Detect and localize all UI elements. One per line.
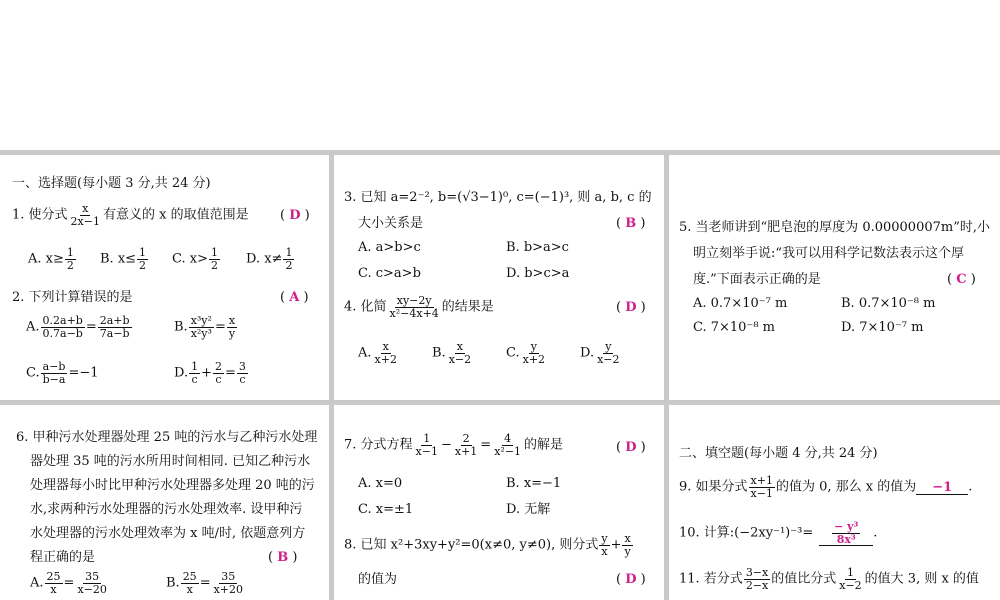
question-1 <box>12 203 249 227</box>
q5-option-c: C. 7×10⁻⁸ m <box>693 320 775 335</box>
q2-d-d3: c <box>239 372 246 386</box>
q7-option-b: B. x=−1 <box>506 476 562 491</box>
q4-option-c <box>506 341 548 365</box>
q7-minus: − <box>440 437 452 453</box>
q1-text-pre: 1. 使分式 <box>12 207 68 223</box>
q7-option-c: C. x=±1 <box>358 502 414 517</box>
q2-d-n1: 1 <box>191 360 199 373</box>
q4-b-label: B. <box>432 345 446 361</box>
q1-d-fraction <box>283 247 294 271</box>
q1-d-den: 2 <box>285 258 293 272</box>
q10-end: . <box>873 525 878 541</box>
q1-denominator: 2x−1 <box>70 214 100 228</box>
panel-questions-7-8 <box>334 405 664 600</box>
q1-fraction <box>69 203 102 227</box>
q4-post: 的结果是 <box>441 299 494 315</box>
q1-a-fraction <box>65 247 76 271</box>
panel-questions-3-4 <box>334 155 664 400</box>
q4-fraction <box>388 295 441 319</box>
q4-b-num: x <box>456 340 463 353</box>
q1-text-post: 有意义的 x 的取值范围是 <box>102 207 249 223</box>
q11-d1: 2−x <box>745 578 769 592</box>
panel-fill-in-blanks <box>669 405 1000 600</box>
q1-option-c <box>172 247 221 271</box>
q3-option-c: C. c>a>b <box>358 266 421 281</box>
q1-option-d <box>246 247 295 271</box>
question-6-line2: 器处理 35 吨的污水所用时间相同. 已知乙种污水 <box>30 454 311 469</box>
q1-d-num: 1 <box>285 246 293 259</box>
q2-d-frac2 <box>213 361 224 385</box>
q2-answer: A <box>289 290 300 305</box>
q1-c-text: C. x> <box>172 251 208 267</box>
q2-d-n3: 3 <box>238 360 246 373</box>
question-3-line2: 大小关系是 <box>358 216 424 231</box>
q1-c-num: 1 <box>210 246 218 259</box>
panel-question-5 <box>669 155 1000 400</box>
q11-frac2 <box>837 567 863 591</box>
q6-option-b <box>166 571 246 595</box>
q2-b-num: x³y² <box>190 314 212 327</box>
q8-answer-slot: ( D ) <box>616 572 646 587</box>
q9-end: . <box>968 479 973 495</box>
q2-d-frac3 <box>237 361 248 385</box>
q1-numerator: x <box>82 202 89 215</box>
q1-b-text: B. x≤ <box>100 251 137 267</box>
panel-question-6 <box>0 405 329 600</box>
q5-option-d: D. 7×10⁻⁷ m <box>841 320 924 335</box>
q1-option-b <box>100 247 149 271</box>
q1-b-fraction <box>137 247 148 271</box>
q2-c-fraction <box>41 361 68 385</box>
question-4 <box>344 295 494 319</box>
question-2: 2. 下列计算错误的是 <box>12 290 133 305</box>
q7-answer-slot: ( D ) <box>616 440 646 455</box>
q2-option-a <box>26 315 133 339</box>
question-5-line1: 5. 当老师讲到“肥皂泡的厚度为 0.00000007m”时,小 <box>679 220 990 235</box>
q6-b-frac1 <box>181 571 199 595</box>
q6-a-frac1 <box>45 571 63 595</box>
q2-d-label: D. <box>174 365 189 381</box>
q2-a-fraction-right <box>98 315 132 339</box>
q4-a-num: x <box>382 340 389 353</box>
q6-a-d2: x−20 <box>77 582 107 596</box>
q8-frac1 <box>599 533 609 557</box>
question-6-line4: 水,求两种污水处理器的污水处理效率. 设甲种污 <box>30 502 303 517</box>
question-11 <box>679 567 979 591</box>
q9-answer-blank: −1 <box>916 481 968 495</box>
question-7 <box>344 433 563 457</box>
question-9 <box>679 475 972 499</box>
q3-option-b: B. b>a>c <box>506 240 569 255</box>
q10-answer-blank <box>819 521 873 546</box>
q5-answer-slot: ( C ) <box>947 272 976 287</box>
question-5-line2: 明立刻举手说:“我可以用科学记数法表示这个厚 <box>693 246 965 261</box>
q2-b-rden: y <box>228 326 236 340</box>
q2-d-d2: c <box>215 372 222 386</box>
q1-a-den: 2 <box>66 258 74 272</box>
q10-answer-frac <box>832 521 860 545</box>
q2-option-c <box>26 361 99 385</box>
q4-a-frac <box>373 341 399 365</box>
q6-a-n1: 25 <box>46 570 61 583</box>
question-6-line1: 6. 甲种污水处理器处理 25 吨的污水与乙种污水处理 <box>16 430 318 445</box>
q6-b-d1: x <box>186 582 193 596</box>
q6-b-n1: 25 <box>182 570 197 583</box>
q5-option-b: B. 0.7×10⁻⁸ m <box>841 296 936 311</box>
q2-d-n2: 2 <box>215 360 222 373</box>
q5-option-a: A. 0.7×10⁻⁷ m <box>693 296 788 311</box>
q2-b-label: B. <box>174 319 188 335</box>
q2-d-eq: = <box>225 365 236 381</box>
q4-d-num: y <box>605 340 612 353</box>
panel-questions-1-2 <box>0 155 329 400</box>
q11-n1: 3−x <box>745 566 769 579</box>
q2-b-rnum: x <box>228 314 236 327</box>
q6-b-d2: x+20 <box>213 582 244 596</box>
q2-c-label: C. <box>26 365 40 381</box>
q7-n3: 4 <box>504 432 512 445</box>
q5-answer: C <box>956 272 967 287</box>
q2-d-plus: + <box>201 365 212 381</box>
q6-answer-slot: ( B ) <box>268 550 298 565</box>
q8-pre: 8. 已知 x²+3xy+y²=0(x≠0, y≠0), 则分式 <box>344 537 599 553</box>
question-6-line5: 水处理器的污水处理效率为 x 吨/时, 依题意列方 <box>30 526 306 541</box>
q9-den: x−1 <box>750 486 773 500</box>
q11-d2: x−2 <box>839 578 862 592</box>
q6-b-label: B. <box>166 575 180 591</box>
q8-d2: y <box>624 544 631 558</box>
q2-option-d <box>174 361 249 385</box>
q11-post: 的值大 3, 则 x 的值 <box>864 571 979 587</box>
q7-d2: x+1 <box>454 444 478 458</box>
top-blank-area <box>0 0 1000 150</box>
q1-answer: D <box>289 208 301 223</box>
q10-pre: 10. 计算:(−2xy⁻¹)⁻³= <box>679 525 814 541</box>
q7-answer: D <box>625 440 637 455</box>
q4-c-frac <box>521 341 547 365</box>
q2-a-num: 0.2a+b <box>42 314 83 327</box>
q4-a-label: A. <box>358 345 372 361</box>
q6-answer: B <box>277 550 289 565</box>
q3-option-a: A. a>b>c <box>358 240 421 255</box>
q1-c-fraction <box>209 247 220 271</box>
q1-c-den: 2 <box>210 258 218 272</box>
q4-d-den: x−2 <box>597 352 620 366</box>
q7-option-a: A. x=0 <box>358 476 403 491</box>
q7-n2: 2 <box>462 432 470 445</box>
q4-a-den: x+2 <box>374 352 397 366</box>
q2-b-den: x²y³ <box>190 326 212 340</box>
q4-pre: 4. 化简 <box>344 299 387 315</box>
q4-d-frac <box>595 341 621 365</box>
q2-b-fraction-right <box>227 315 237 339</box>
q8-frac2 <box>622 533 632 557</box>
q7-frac1 <box>414 433 440 457</box>
q4-option-b <box>432 341 474 365</box>
q2-option-b <box>174 315 238 339</box>
q2-b-eq: = <box>214 319 226 335</box>
q4-den: x²−4x+4 <box>389 306 439 320</box>
q6-a-label: A. <box>30 575 44 591</box>
q2-a-rden: 7a−b <box>99 326 130 340</box>
q2-b-fraction-left <box>189 315 214 339</box>
q8-answer: D <box>625 572 637 587</box>
q7-n1: 1 <box>423 432 431 445</box>
q4-c-den: x+2 <box>522 352 546 366</box>
q7-option-d: D. 无解 <box>506 502 551 517</box>
q2-d-frac1 <box>189 361 200 385</box>
q7-d3: x²−1 <box>494 444 522 458</box>
q7-pre: 7. 分式方程 <box>344 437 413 453</box>
q2-c-den: b−a <box>42 372 66 386</box>
q6-a-n2: 35 <box>85 570 100 583</box>
question-10 <box>679 521 877 546</box>
q6-a-d1: x <box>50 582 57 596</box>
q1-option-a <box>28 247 77 271</box>
q4-b-den: x−2 <box>448 352 472 366</box>
q10-answer-den: 8x³ <box>836 532 856 546</box>
q7-frac2 <box>453 433 479 457</box>
q4-num: xy−2y <box>396 294 432 307</box>
q1-a-text: A. x≥ <box>28 251 64 267</box>
q4-b-frac <box>447 341 473 365</box>
q7-d1: x−1 <box>415 444 438 458</box>
q9-num: x+1 <box>750 474 773 487</box>
question-3-line1: 3. 已知 a=2⁻², b=(√3−1)⁰, c=(−1)³, 则 a, b, c 的 <box>344 190 652 205</box>
q2-c-num: a−b <box>42 360 66 373</box>
q1-a-num: 1 <box>66 246 74 259</box>
question-6-line3: 处理器每小时比甲种污水处理器多处理 20 吨的污 <box>30 478 315 493</box>
q1-b-den: 2 <box>139 258 147 272</box>
q8-d1: x <box>601 544 608 558</box>
q9-frac <box>749 475 775 499</box>
question-6-line6: 程正确的是 <box>30 550 96 565</box>
q6-b-frac2 <box>212 571 245 595</box>
question-5-line3: 度.”下面表示正确的是 <box>693 272 821 287</box>
q3-answer: B <box>625 216 637 231</box>
q1-answer-slot: ( D ) <box>280 208 310 223</box>
q11-n2: 1 <box>846 566 854 579</box>
q4-d-label: D. <box>580 345 595 361</box>
q2-d-d1: c <box>191 372 198 386</box>
q1-d-text: D. x≠ <box>246 251 283 267</box>
question-8 <box>344 533 634 557</box>
q7-eq: = <box>480 437 492 453</box>
question-8-line2: 的值为 <box>358 572 398 587</box>
q4-answer: D <box>625 300 637 315</box>
q8-n1: y <box>601 532 608 545</box>
section-heading-fill: 二、填空题(每小题 4 分,共 24 分) <box>679 446 878 461</box>
q11-frac1 <box>744 567 770 591</box>
q4-c-num: y <box>530 340 537 353</box>
q4-option-a <box>358 341 400 365</box>
q11-mid: 的值比分式 <box>771 571 837 587</box>
q9-pre: 9. 如果分式 <box>679 479 748 495</box>
q7-post: 的解是 <box>524 437 564 453</box>
q4-answer-slot: ( D ) <box>616 300 646 315</box>
q7-frac3 <box>492 433 523 457</box>
q2-a-den: 0.7a−b <box>42 326 83 340</box>
q2-a-rnum: 2a+b <box>99 314 130 327</box>
q4-c-label: C. <box>506 345 520 361</box>
q6-a-eq: = <box>63 575 75 591</box>
q2-a-label: A. <box>26 319 40 335</box>
q8-n2: x <box>624 532 631 545</box>
q2-a-fraction-left <box>41 315 85 339</box>
q1-b-num: 1 <box>139 246 147 259</box>
q6-b-n2: 35 <box>221 570 236 583</box>
q2-a-eq: = <box>85 319 97 335</box>
q6-option-a <box>30 571 110 595</box>
q3-option-d: D. b>c>a <box>506 266 570 281</box>
q3-answer-slot: ( B ) <box>616 216 646 231</box>
q10-answer-num: − y³ <box>834 520 859 533</box>
q2-c-post: =−1 <box>68 365 99 381</box>
q6-a-frac2 <box>75 571 108 595</box>
q11-pre: 11. 若分式 <box>679 571 743 587</box>
section-heading-choice: 一、选择题(每小题 3 分,共 24 分) <box>12 176 211 191</box>
q9-post: 的值为 0, 那么 x 的值为 <box>775 479 917 495</box>
q8-plus: + <box>610 537 622 553</box>
q2-answer-slot: ( A ) <box>280 290 309 305</box>
q6-b-eq: = <box>199 575 211 591</box>
q4-option-d <box>580 341 623 365</box>
